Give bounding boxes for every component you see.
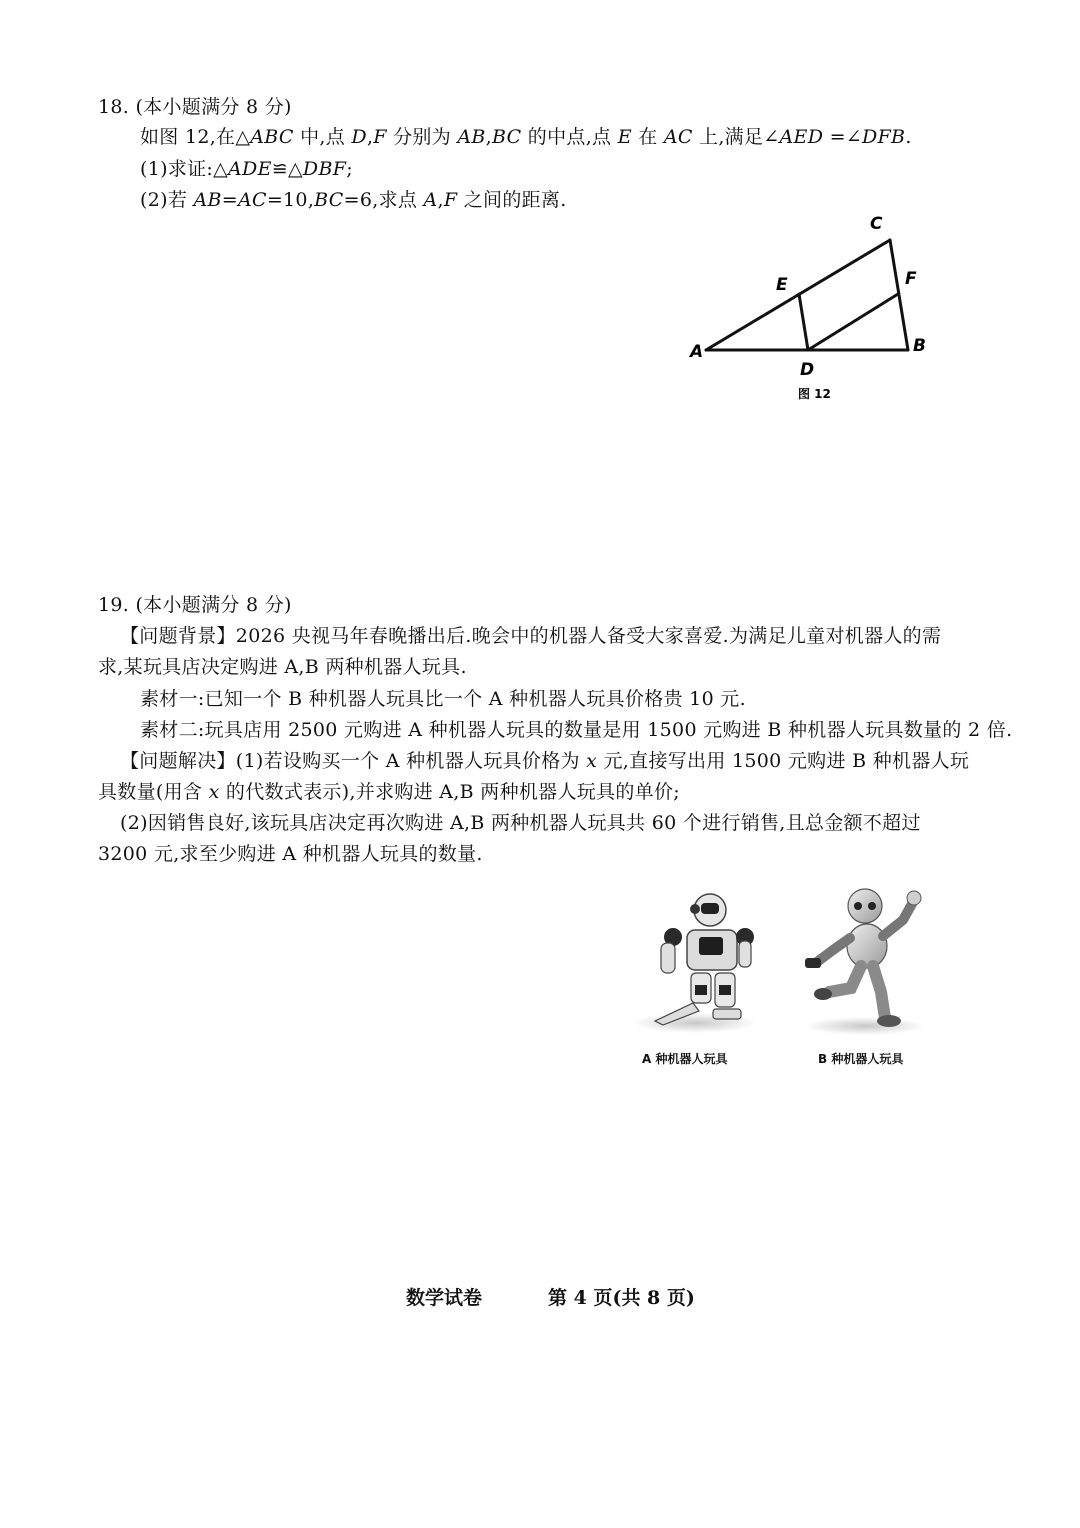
q18-part1: (1)求证:△ADE≌△DBF; — [140, 158, 353, 180]
footer-subject: 数学试卷 — [406, 1287, 483, 1309]
figure-12 — [680, 205, 940, 405]
robot-b-caption: B 种机器人玩具 — [818, 1052, 904, 1066]
segment-df — [808, 294, 898, 350]
figure-caption: 图 12 — [798, 387, 831, 401]
label-d: D — [800, 360, 815, 380]
q19-background-line1: 【问题背景】2026 央视马年春晚播出后.晚会中的机器人备受大家喜爱.为满足儿童对机器人的需 — [120, 625, 942, 647]
footer-page-number: 第 4 页(共 8 页) — [548, 1287, 695, 1309]
q19-background-line2: 求,某玩具店决定购进 A,B 两种机器人玩具. — [98, 656, 467, 678]
q19-solve1-line1: 【问题解决】(1)若设购买一个 A 种机器人玩具价格为 x 元,直接写出用 1500 元购进 B 种机器人玩 — [120, 750, 970, 772]
q19-material1: 素材一:已知一个 B 种机器人玩具比一个 A 种机器人玩具价格贵 10 元. — [140, 688, 746, 710]
label-b: B — [913, 336, 926, 356]
label-e: E — [776, 275, 788, 295]
label-c: C — [870, 214, 883, 234]
robot-a-caption: A 种机器人玩具 — [642, 1052, 728, 1066]
q19-solve2-line1: (2)因销售良好,该玩具店决定再次购进 A,B 两种机器人玩具共 60 个进行销售,且总金额不超过 — [120, 812, 921, 834]
q19-header: 19. (本小题满分 8 分) — [98, 594, 292, 616]
segment-ed — [799, 294, 808, 350]
label-f: F — [905, 269, 917, 289]
label-a: A — [690, 342, 704, 362]
q19-solve1-line2: 具数量(用含 x 的代数式表示),并求购进 A,B 两种机器人玩具的单价; — [98, 781, 680, 803]
q18-part2: (2)若 AB=AC=10,BC=6,求点 A,F 之间的距离. — [140, 189, 567, 211]
q18-header: 18. (本小题满分 8 分) — [98, 96, 292, 118]
q19-solve2-line2: 3200 元,求至少购进 A 种机器人玩具的数量. — [98, 843, 483, 865]
robot-a-image — [615, 885, 765, 1035]
q18-intro: 如图 12,在△ABC 中,点 D,F 分别为 AB,BC 的中点,点 E 在 AC 上,满足∠AED =∠DFB. — [140, 126, 912, 148]
q19-material2: 素材二:玩具店用 2500 元购进 A 种机器人玩具的数量是用 1500 元购进 B 种机器人玩具数量的 2 倍. — [140, 719, 1013, 741]
robot-b-image — [795, 880, 935, 1035]
